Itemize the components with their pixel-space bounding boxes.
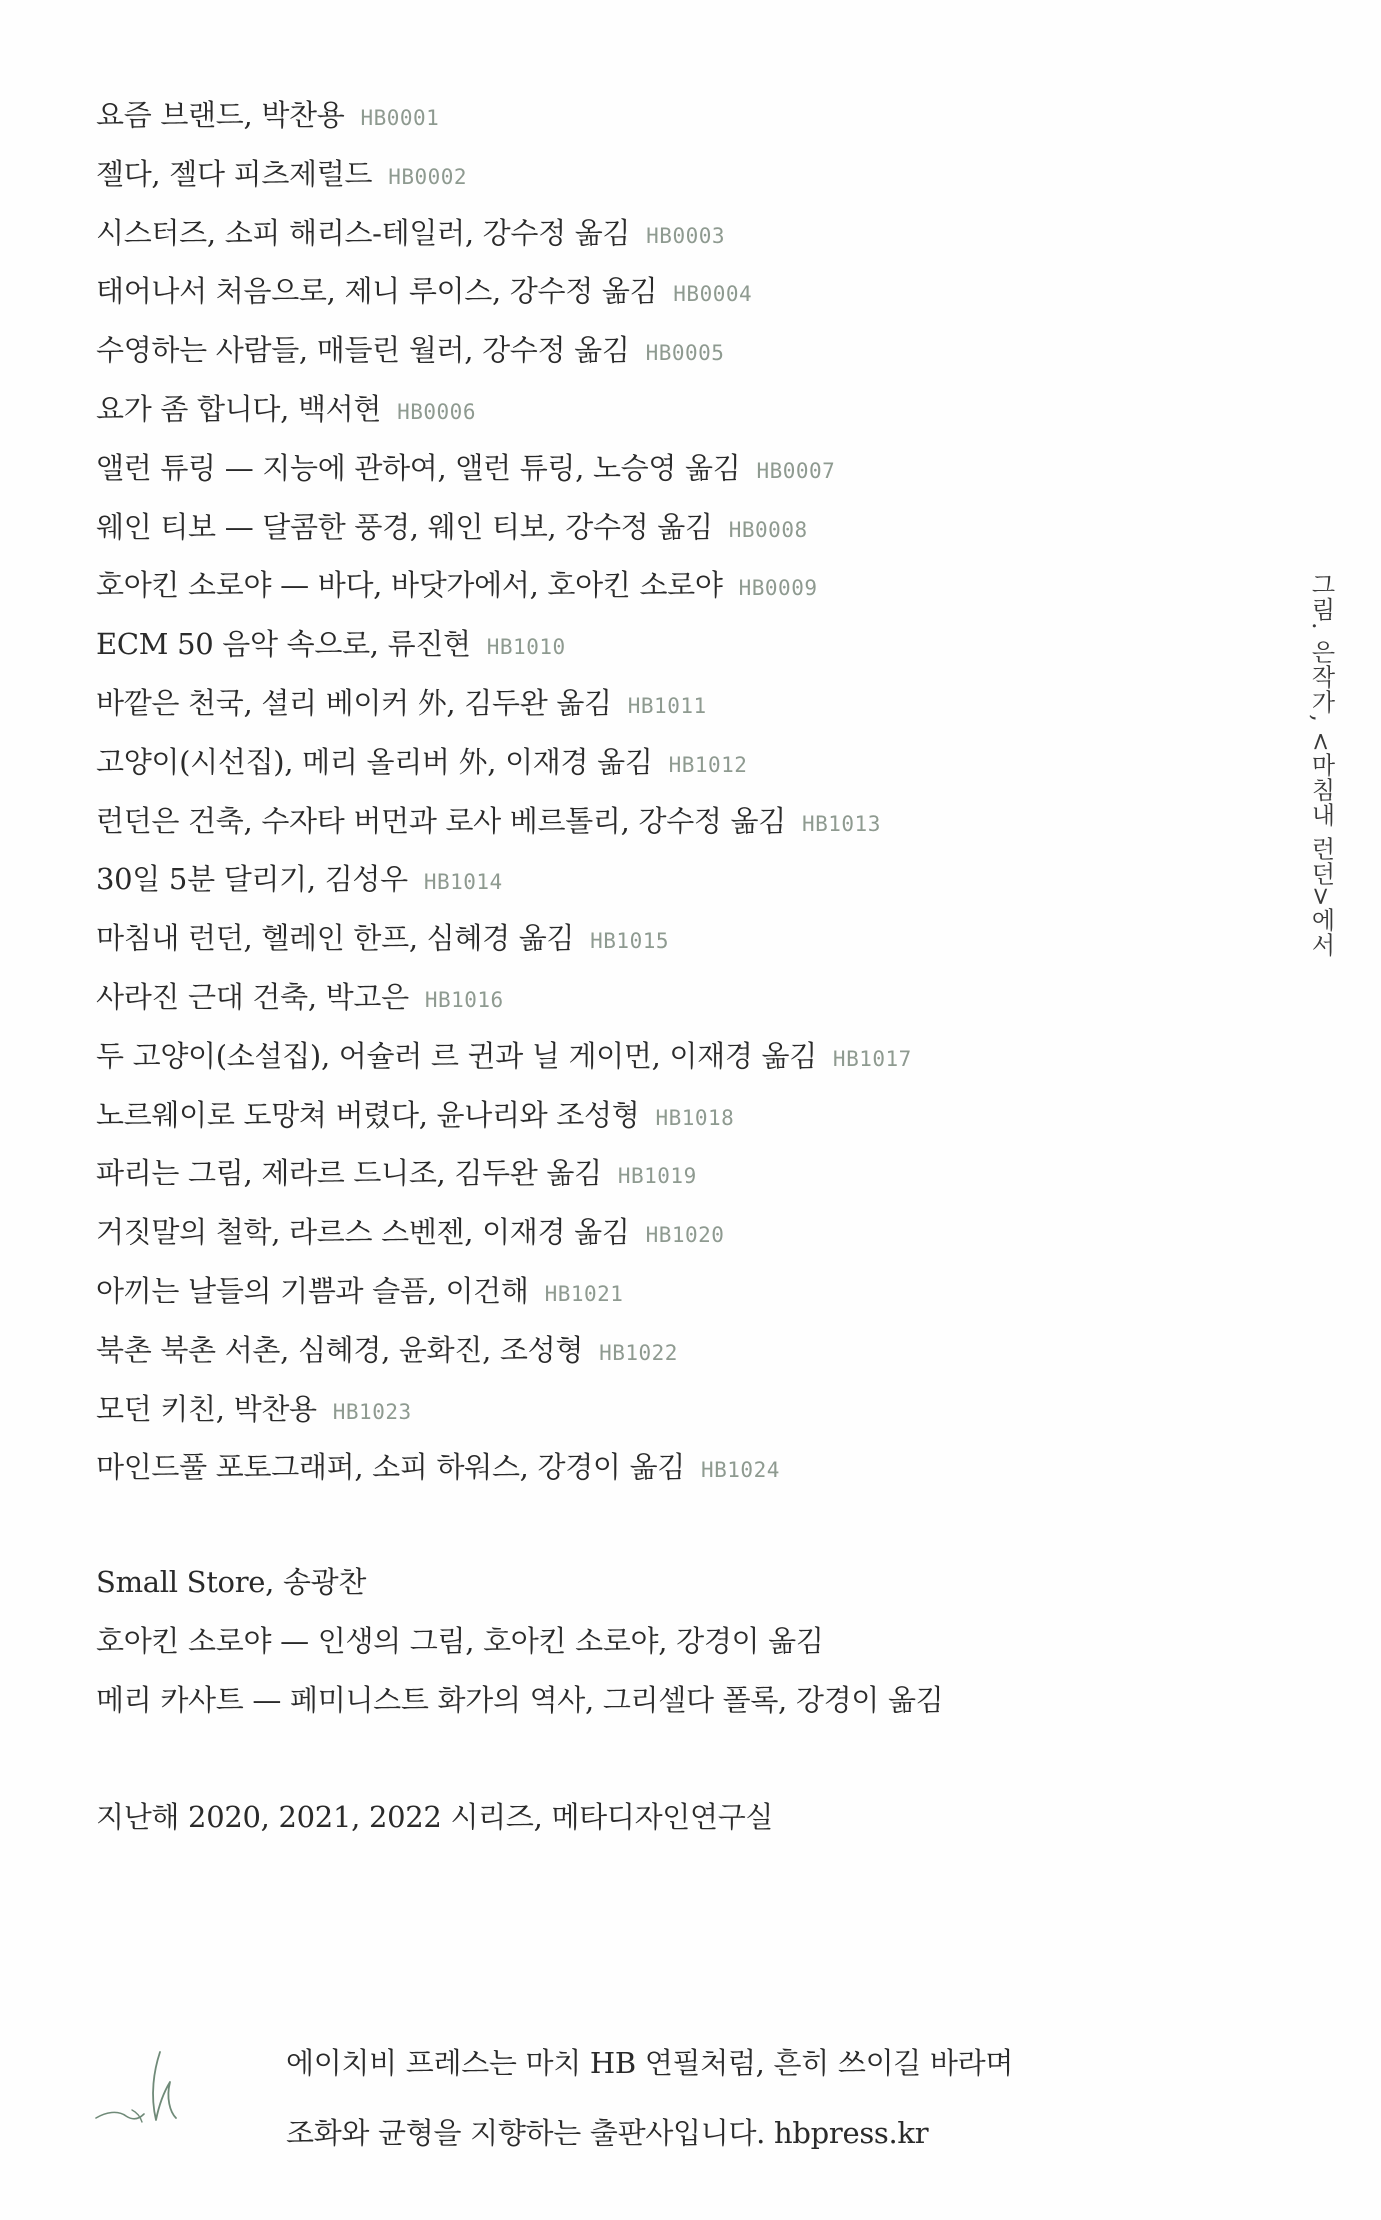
book-title: 사라진 근대 건축, 박고은 xyxy=(96,979,409,1014)
book-item xyxy=(96,1380,1246,1439)
publisher-statement xyxy=(286,2028,1013,2168)
book-item xyxy=(96,439,1246,498)
book-item xyxy=(96,1027,1246,1086)
book-item xyxy=(96,556,1246,615)
book-item xyxy=(96,204,1246,263)
hb-signature-icon xyxy=(92,2040,192,2130)
book-code: HB0009 xyxy=(738,576,818,601)
book-code: HB0001 xyxy=(360,106,440,130)
book-item xyxy=(96,1438,1246,1497)
book-title: 웨인 티보 — 달콤한 풍경, 웨인 티보, 강수정 옮김 xyxy=(96,509,713,544)
book-code: HB1012 xyxy=(668,752,748,777)
book-item xyxy=(96,850,1246,909)
series-line: 지난해 2020, 2021, 2022 시리즈, 메타디자인연구실 xyxy=(96,1800,774,1834)
book-title: 호아킨 소로야 — 바다, 바닷가에서, 호아킨 소로야 xyxy=(96,568,723,603)
book-item xyxy=(96,262,1246,321)
book-code: HB0002 xyxy=(388,164,468,189)
book-code: HB1011 xyxy=(627,693,707,718)
book-title: 마인드풀 포토그래퍼, 소피 하워스, 강경이 옮김 xyxy=(96,1450,685,1485)
book-title: 노르웨이로 도망쳐 버렸다, 윤나리와 조성형 xyxy=(96,1097,640,1132)
book-title: 모던 키친, 박찬용 xyxy=(96,1391,317,1426)
book-title: 마침내 런던, 헬레인 한프, 심혜경 옮김 xyxy=(96,921,575,956)
small-store-list xyxy=(96,1553,943,1729)
book-item xyxy=(96,615,1246,674)
book-title: 시스터즈, 소피 해리스-테일러, 강수정 옮김 xyxy=(96,215,631,250)
book-title: 젤다, 젤다 피츠제럴드 xyxy=(96,156,373,191)
book-item xyxy=(96,733,1246,792)
book-title: 북촌 북촌 서촌, 심혜경, 윤화진, 조성형 xyxy=(96,1332,584,1367)
book-item xyxy=(96,1203,1246,1262)
illustration-credit: 그림. 은작가, <마침내 런던>에서 xyxy=(1307,572,1335,958)
book-title: 런던은 건축, 수자타 버먼과 로사 베르톨리, 강수정 옮김 xyxy=(96,803,786,838)
list-item: 호아킨 소로야 — 인생의 그림, 호아킨 소로야, 강경이 옮김 xyxy=(96,1623,824,1658)
book-item xyxy=(96,674,1246,733)
book-code: HB1023 xyxy=(332,1399,412,1424)
book-item xyxy=(96,968,1246,1027)
book-code: HB1015 xyxy=(590,929,669,954)
book-title: ECM 50 음악 속으로, 류진현 xyxy=(96,627,471,662)
book-title: 두 고양이(소설집), 어슐러 르 귄과 닐 게이먼, 이재경 옮김 xyxy=(96,1038,817,1073)
book-item xyxy=(96,145,1246,204)
book-code: HB0007 xyxy=(756,458,836,483)
book-code: HB1014 xyxy=(423,870,503,895)
book-item xyxy=(96,498,1246,557)
book-item xyxy=(96,909,1246,968)
book-code: HB1019 xyxy=(617,1164,697,1189)
book-code: HB1013 xyxy=(801,811,881,836)
book-code: HB1022 xyxy=(599,1340,678,1365)
book-title: 고양이(시선집), 메리 올리버 外, 이재경 옮김 xyxy=(96,744,653,779)
book-item xyxy=(96,792,1246,851)
book-list xyxy=(96,86,1246,1497)
book-title: 태어나서 처음으로, 제니 루이스, 강수정 옮김 xyxy=(96,274,658,309)
statement-line-2: 조화와 균형을 지향하는 출판사입니다. hbpress.kr xyxy=(286,2116,929,2150)
book-code: HB0005 xyxy=(645,341,725,366)
book-title: 거짓말의 철학, 라르스 스벤젠, 이재경 옮김 xyxy=(96,1215,630,1250)
book-code: HB1018 xyxy=(655,1105,735,1130)
book-title: 파리는 그림, 제라르 드니조, 김두완 옮김 xyxy=(96,1156,602,1191)
book-code: HB0003 xyxy=(646,223,726,248)
book-code: HB1017 xyxy=(832,1046,912,1071)
book-title: 요가 좀 합니다, 백서현 xyxy=(96,391,382,426)
statement-line-1: 에이치비 프레스는 마치 HB 연필처럼, 흔히 쓰이길 바라며 xyxy=(286,2046,1014,2080)
book-item xyxy=(96,380,1246,439)
book-item xyxy=(96,86,1246,145)
book-title: 30일 5분 달리기, 김성우 xyxy=(96,862,408,897)
book-code: HB1016 xyxy=(424,987,504,1012)
book-code: HB0008 xyxy=(728,517,808,542)
book-code: HB1024 xyxy=(701,1458,780,1483)
book-title: 수영하는 사람들, 매들린 월러, 강수정 옮김 xyxy=(96,333,630,368)
book-code: HB0006 xyxy=(397,399,476,424)
book-title: 바깥은 천국, 셜리 베이커 外, 김두완 옮김 xyxy=(96,685,612,720)
book-item xyxy=(96,1321,1246,1380)
book-title: 요즘 브랜드, 박찬용 xyxy=(96,98,345,132)
list-item: 메리 카사트 — 페미니스트 화가의 역사, 그리셀다 폴록, 강경이 옮김 xyxy=(96,1682,944,1717)
book-title: 앨런 튜링 — 지능에 관하여, 앨런 튜링, 노승영 옮김 xyxy=(96,450,741,485)
book-code: HB1010 xyxy=(486,635,566,660)
book-item xyxy=(96,1144,1246,1203)
book-code: HB1021 xyxy=(544,1281,624,1306)
book-title: 아끼는 날들의 기쁨과 슬픔, 이건해 xyxy=(96,1273,529,1308)
book-code: HB0004 xyxy=(673,282,753,307)
list-item: Small Store, 송광찬 xyxy=(96,1565,367,1599)
book-item xyxy=(96,1262,1246,1321)
book-item xyxy=(96,321,1246,380)
book-code: HB1020 xyxy=(645,1223,725,1248)
book-item xyxy=(96,1086,1246,1145)
